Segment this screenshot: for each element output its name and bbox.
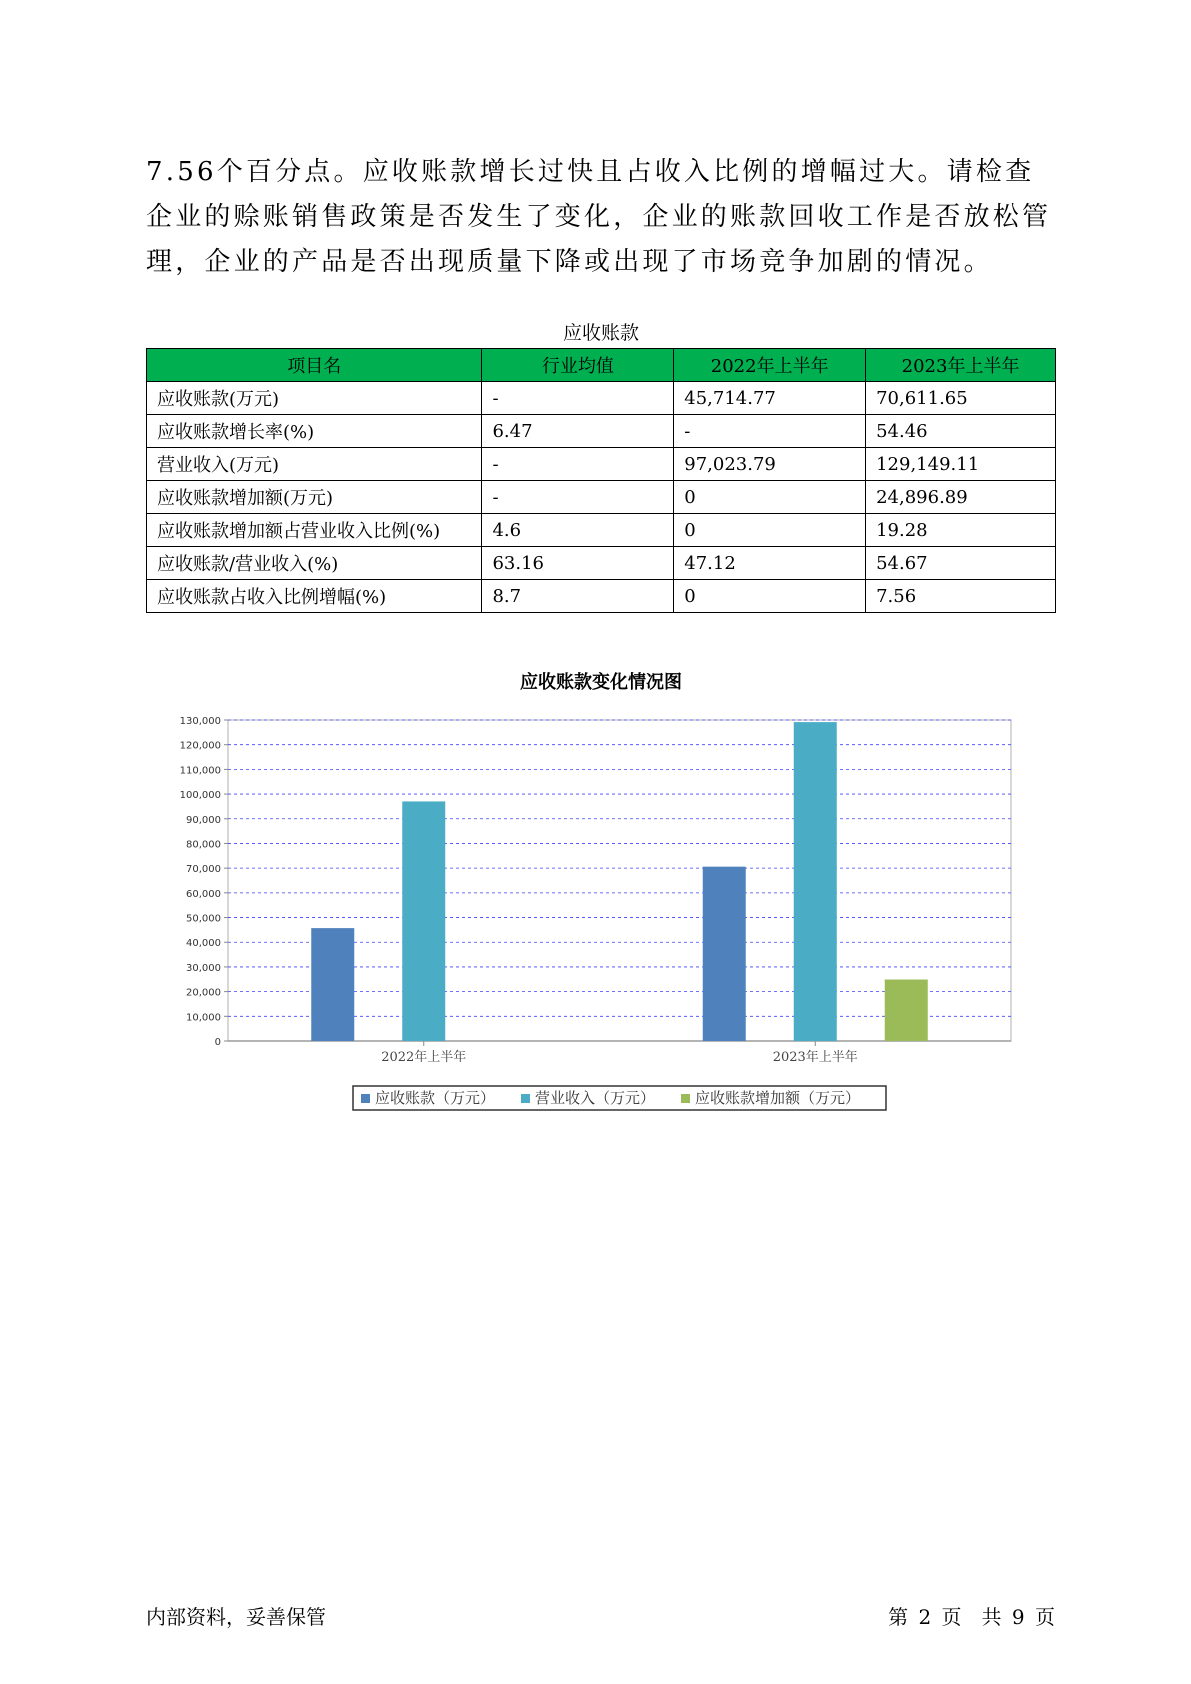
table-cell: 7.56 [866, 580, 1056, 613]
y-tick-label: 30,000 [186, 962, 221, 974]
y-tick-label: 120,000 [179, 740, 221, 752]
footer-page-number: 第 2 页 共 9 页 [888, 1605, 1055, 1629]
table-cell: 129,149.11 [866, 448, 1056, 481]
table-cell: 6.47 [482, 415, 674, 448]
table-cell: 97,023.79 [674, 448, 866, 481]
table-cell: 70,611.65 [866, 382, 1056, 415]
y-tick-label: 130,000 [179, 716, 221, 727]
table-cell: 0 [674, 514, 866, 547]
chart-title: 应收账款变化情况图 [520, 672, 682, 693]
bar [885, 980, 928, 1041]
table-cell: 营业收入(万元) [147, 448, 482, 481]
header-industry-avg: 行业均值 [482, 349, 674, 382]
bar [311, 928, 354, 1041]
legend-swatch [361, 1094, 370, 1103]
table-cell: - [482, 481, 674, 514]
table-cell: 应收账款增加额占营业收入比例(%) [147, 514, 482, 547]
header-2022h1: 2022年上半年 [674, 349, 866, 382]
y-tick-label: 100,000 [179, 790, 221, 802]
legend-swatch [521, 1094, 530, 1103]
y-tick-label: 60,000 [186, 888, 221, 900]
legend-label: 应收账款增加额（万元） [695, 1089, 861, 1107]
table-cell: 63.16 [482, 547, 674, 580]
bar [794, 722, 837, 1041]
bar [703, 867, 746, 1041]
y-tick-label: 80,000 [186, 839, 221, 851]
body-paragraph: 7.56个百分点。应收账款增长过快且占收入比例的增幅过大。请检查企业的赊账销售政策是否发生了变化，企业的账款回收工作是否放松管理，企业的产品是否出现质量下降或出现了市场竞争加剧的情况。 [146, 157, 1052, 277]
table-cell: 0 [674, 481, 866, 514]
table-cell: - [482, 448, 674, 481]
table-cell: 应收账款占收入比例增幅(%) [147, 580, 482, 613]
legend-label: 应收账款（万元） [375, 1089, 496, 1107]
legend-label: 营业收入（万元） [535, 1089, 656, 1107]
table-cell: - [482, 382, 674, 415]
footer-confidential-note: 内部资料，妥善保管 [146, 1605, 326, 1629]
table-cell: 4.6 [482, 514, 674, 547]
table-cell: 8.7 [482, 580, 674, 613]
bar [402, 801, 445, 1041]
table-cell: 24,896.89 [866, 481, 1056, 514]
table-cell: 应收账款/营业收入(%) [147, 547, 482, 580]
table-cell: 54.46 [866, 415, 1056, 448]
y-tick-label: 0 [214, 1037, 221, 1048]
x-tick-label: 2023年上半年 [772, 1050, 858, 1065]
y-tick-label: 50,000 [186, 913, 221, 925]
table-caption: 应收账款 [562, 322, 639, 344]
y-tick-label: 90,000 [186, 814, 221, 826]
table-cell: 应收账款(万元) [147, 382, 482, 415]
table-cell: 应收账款增长率(%) [147, 415, 482, 448]
y-tick-label: 70,000 [186, 864, 221, 876]
table-cell: 应收账款增加额(万元) [147, 481, 482, 514]
table-cell: - [674, 415, 866, 448]
y-tick-label: 110,000 [179, 765, 221, 777]
header-item-name: 项目名 [147, 349, 482, 382]
y-tick-label: 20,000 [186, 987, 221, 999]
table-cell: 19.28 [866, 514, 1056, 547]
table-cell: 0 [674, 580, 866, 613]
y-tick-label: 40,000 [186, 938, 221, 950]
legend-swatch [681, 1094, 690, 1103]
header-2023h1: 2023年上半年 [866, 349, 1056, 382]
table-cell: 45,714.77 [674, 382, 866, 415]
y-tick-label: 10,000 [186, 1012, 221, 1024]
x-tick-label: 2022年上半年 [381, 1050, 467, 1065]
table-cell: 47.12 [674, 547, 866, 580]
table-cell: 54.67 [866, 547, 1056, 580]
